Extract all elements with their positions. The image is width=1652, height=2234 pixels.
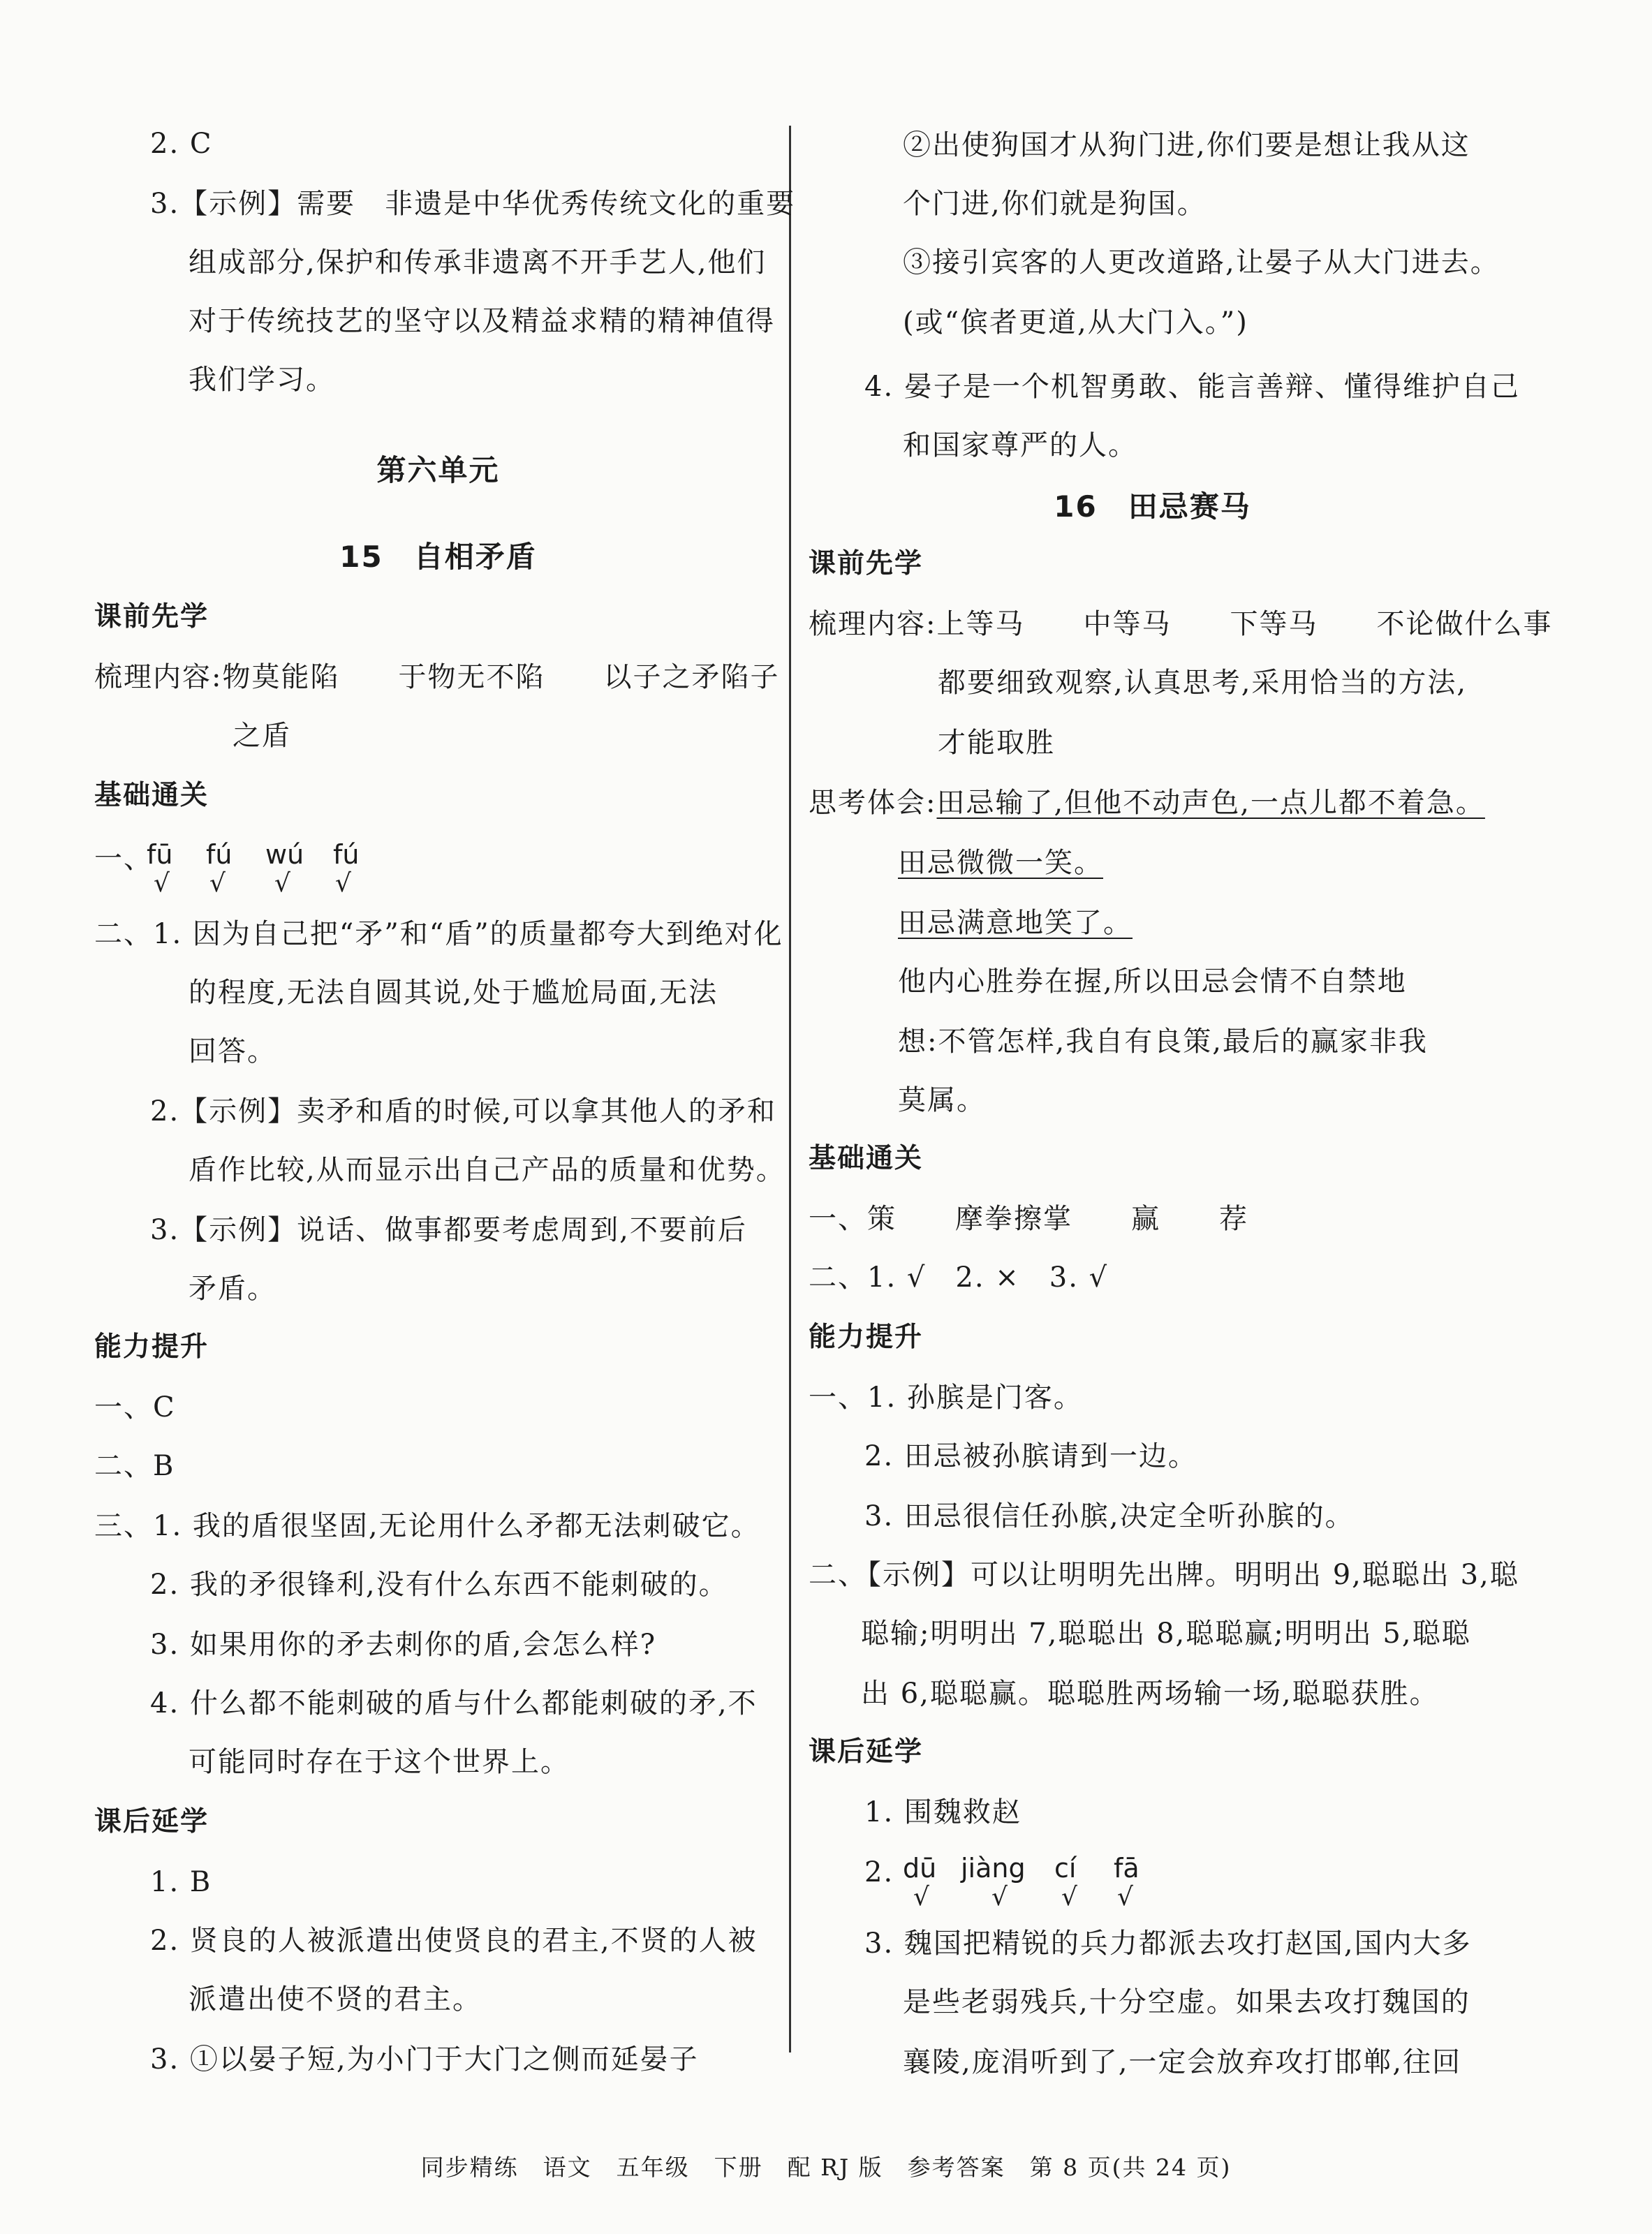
text-line: 一、1. 孙膑是门客。 [809,1382,1083,1414]
text-line: ③接引宾客的人更改道路,让晏子从大门进去。 [903,246,1500,279]
section-heading: 能力提升 [809,1322,924,1353]
unit-title: 第六单元 [376,453,500,487]
text-line: 2. 我的矛很锋利,没有什么东西不能刺破的。 [150,1569,728,1601]
pinyin: fā [1114,1853,1140,1884]
section-heading: 能力提升 [94,1331,209,1363]
check-mark-icon: √ [274,869,290,898]
lesson-title: 16 田忌赛马 [1054,489,1251,524]
column-divider [789,126,791,2052]
text-line: 和国家尊严的人。 [903,429,1137,461]
text-line: 3. 田忌很信任孙膑,决定全听孙膑的。 [864,1500,1355,1532]
text-line: 对于传统技艺的坚守以及精益求精的精神值得 [189,305,775,337]
text-line: 梳理内容:物莫能陷 于物无不陷 以子之矛陷子 [94,661,780,693]
section-heading: 基础通关 [809,1143,924,1174]
check-mark-icon: √ [209,869,226,898]
text-line: 3. ①以晏子短,为小门于大门之侧而延晏子 [150,2043,699,2076]
pinyin: fú [206,839,233,870]
check-mark-icon: √ [1117,1883,1133,1911]
text-line: 组成部分,保护和传承非遗离不开手艺人,他们 [189,246,767,279]
text-line: 才能取胜 [938,727,1055,759]
check-mark-icon: √ [913,1883,929,1911]
text-line: 三、1. 我的盾很坚固,无论用什么矛都无法刺破它。 [94,1510,760,1542]
text-line: 二、【示例】可以让明明先出牌。明明出 9,聪聪出 3,聪 [809,1559,1519,1591]
text-line: 二、1. 因为自己把“矛”和“盾”的质量都夸大到绝对化 [94,918,783,950]
text-line: 可能同时存在于这个世界上。 [189,1746,570,1778]
pinyin: jiàng [961,1853,1026,1884]
pinyin: wú [265,839,304,870]
text-line: 3.【示例】需要 非遗是中华优秀传统文化的重要 [150,188,796,220]
check-mark-icon: √ [154,869,170,898]
check-mark-icon: √ [335,869,351,898]
text-line: 二、B [94,1450,175,1482]
text-line: 之盾 [233,720,291,752]
pinyin: fú [333,839,360,870]
text-line: 4. 晏子是一个机智勇敢、能言善辩、懂得维护自己 [864,371,1520,403]
text-line: 2.【示例】卖矛和盾的时候,可以拿其他人的矛和 [150,1095,776,1127]
text-line: 一、策 摩拳擦掌 赢 荐 [809,1203,1248,1235]
underlined-text: 田忌输了,但他不动声色,一点儿都不着急。 [936,787,1485,819]
section-heading: 课后延学 [94,1806,209,1837]
lesson-title: 15 自相矛盾 [339,540,537,574]
text-line: 2. 贤良的人被派遣出使贤良的君主,不贤的人被 [150,1925,758,1957]
text-line: 个门进,你们就是狗国。 [903,188,1207,220]
underlined-text: 田忌满意地笑了。 [898,907,1133,939]
section-heading: 基础通关 [94,780,209,811]
text-line: 梳理内容:上等马 中等马 下等马 不论做什么事 [809,608,1553,640]
text-line: 1. B [150,1866,212,1898]
check-mark-icon: √ [1061,1883,1077,1911]
text-line: 莫属。 [898,1084,986,1116]
page-footer: 同步精练 语文 五年级 下册 配 RJ 版 参考答案 第 8 页(共 24 页) [420,2154,1232,2181]
pinyin: fū [147,839,173,870]
text-line: 矛盾。 [189,1273,276,1305]
text-line: 1. 围魏救赵 [864,1796,1022,1828]
section-heading: 课后延学 [809,1736,924,1768]
text-line: 襄陵,庞涓听到了,一定会放弃攻打邯郸,往回 [903,2046,1462,2078]
text-line: 都要细致观察,认真思考,采用恰当的方法, [938,667,1468,699]
text-line: 2. 田忌被孙膑请到一边。 [864,1440,1197,1472]
text-line: 他内心胜券在握,所以田忌会情不自禁地 [898,966,1407,998]
text-line [809,785,1485,821]
text-line: 2. C [150,128,213,160]
text-line: 派遣出使不贤的君主。 [189,1983,482,2015]
text-line: 的程度,无法自圆其说,处于尴尬局面,无法 [189,977,718,1009]
text-line: 想:不管怎样,我自有良策,最后的赢家非我 [898,1026,1428,1058]
text-line: 出 6,聪聪赢。聪聪胜两场输一场,聪聪获胜。 [861,1678,1439,1710]
text-line: 回答。 [189,1035,276,1067]
section-heading: 课前先学 [809,548,924,579]
text-line: 3. 如果用你的矛去刺你的盾,会怎么样? [150,1629,657,1661]
text-line: 二、1. √ 2. × 3. √ [809,1262,1109,1294]
text-line: 3.【示例】说话、做事都要考虑周到,不要前后 [150,1214,747,1246]
label: 思考体会: [809,787,937,819]
check-mark-icon: √ [991,1883,1008,1911]
text-line: 聪输;明明出 7,聪聪出 8,聪聪赢;明明出 5,聪聪 [861,1618,1471,1650]
text-line: 一、C [94,1391,176,1423]
text-line: 我们学习。 [189,364,335,396]
text-line: 4. 什么都不能刺破的盾与什么都能刺破的矛,不 [150,1687,758,1719]
underlined-text: 田忌微微一笑。 [898,847,1103,879]
text-line: 盾作比较,从而显示出自己产品的质量和优势。 [189,1154,786,1186]
section-heading: 课前先学 [94,601,209,633]
pinyin: dū [903,1853,937,1884]
pinyin: cí [1054,1853,1077,1884]
text-line: ②出使狗国才从狗门进,你们要是想让我从这 [903,129,1470,161]
question-number: 一、 [94,843,153,875]
text-line: (或“傧者更道,从大门入。”) [903,306,1248,339]
question-number: 2. [864,1856,894,1888]
text-line: 3. 魏国把精锐的兵力都派去攻打赵国,国内大多 [864,1928,1472,1960]
text-line: 是些老弱残兵,十分空虚。如果去攻打魏国的 [903,1986,1470,2018]
